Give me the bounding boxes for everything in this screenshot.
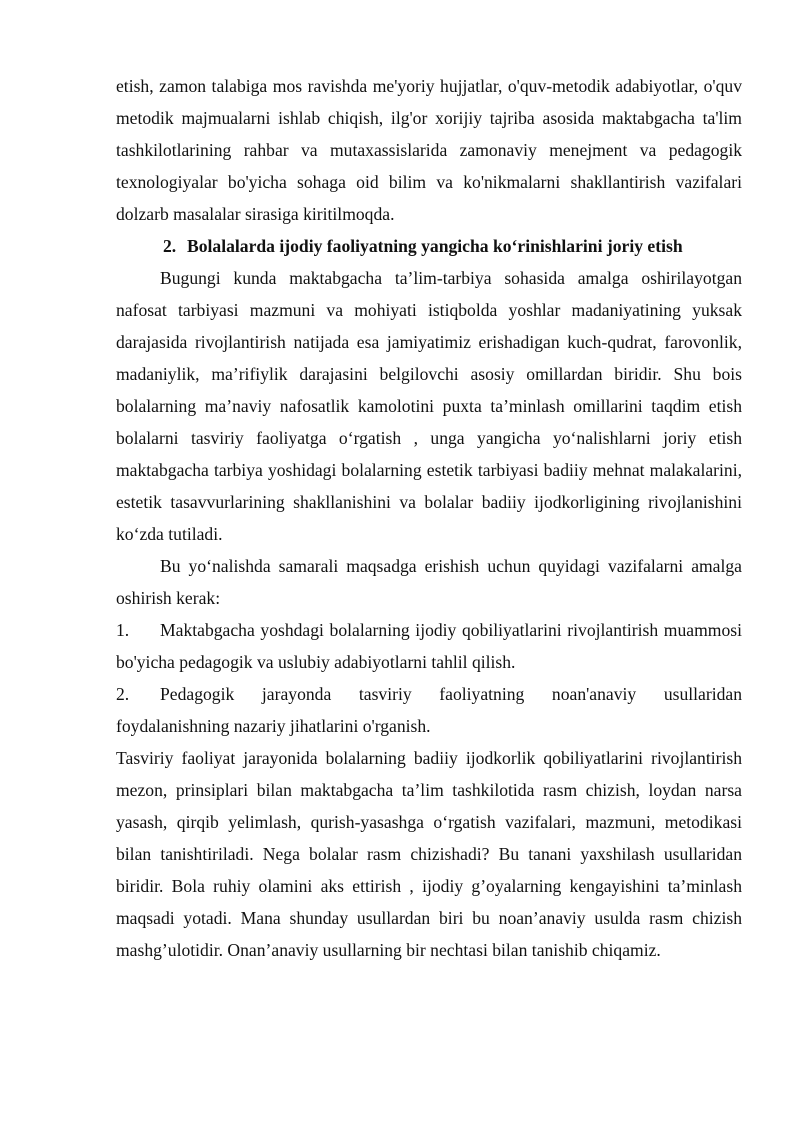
paragraph-1: Bugungi kunda maktabgacha ta’lim-tarbiya sohasida amalga oshirilayotgan nafosat tarbiyasi mazmuni va mohiyati istiqbolda yoshlar madaniyatining yuksak darajasida rivojlantirish natijada esa jamiyatimiz erishadigan kuch-qudrat, farovonlik, madaniylik, ma’rifiylik darajasini belgilovchi asosiy omillardan biridir. Shu bois bolalarning ma’naviy nafosatlik kamolotini puxta ta’minlash omillarini taqdim etish bolalarni tasviriy faoliyatga o‘rgatish , unga yangicha yo‘nalishlarni joriy etish maktabgacha tarbiya yoshidagi bolalarning estetik tarbiyasi badiiy mehnat malakalarini, estetik tasavvurlarining shakllanishini va bolalar badiiy ijodkorligining rivojlanishini ko‘zda tutiladi. bbox=[116, 268, 742, 544]
list-item bbox=[116, 678, 742, 742]
list-item-text: Pedagogik jarayonda tasviriy faoliyatning noan'anaviy usullaridan foydalanishning nazariy jihatlarini o'rganish. bbox=[116, 684, 742, 736]
paragraph-3: Tasviriy faoliyat jarayonida bolalarning badiiy ijodkorlik qobiliyatlarini rivojlantirish mezon, prinsiplari bilan maktabgacha ta’lim tashkilotida rasm chizish, loydan narsa yasash, qirqib yelimlash, qurish-yasashga o‘rgatish vazifalari, mazmuni, metodikasi bilan tanishtiriladi. Nega bolalar rasm chizishadi? Bu tanani yaxshilash usullaridan biridir. Bola ruhiy olamini aks ettirish , ijodiy g’oyalarning kengayishini ta’minlash maqsadi yotadi. Mana shunday usullardan biri bu noan’anaviy usulda rasm chizish mashg’ulotidir. Onan’anaviy usullarning bir nechtasi bilan tanishib chiqamiz. bbox=[116, 748, 742, 960]
section-heading bbox=[116, 230, 742, 262]
intro-paragraph: etish, zamon talabiga mos ravishda me'yoriy hujjatlar, o'quv-metodik adabiyotlar, o'quv metodik majmualarni ishlab chiqish, ilg'or xorijiy tajriba asosida maktabgacha ta'lim tashkilotlarining rahbar va mutaxassislarida zamonaviy menejment va pedagogik texnologiyalar bo'yicha sohaga oid bilim va ko'nikmalarni shakllantirish vazifalari dolzarb masalalar sirasiga kiritilmoqda. bbox=[116, 76, 742, 224]
list-item-text: Maktabgacha yoshdagi bolalarning ijodiy qobiliyatlarini rivojlantirish muammosi bo'yicha pedagogik va uslubiy adabiyotlarni tahlil qilish. bbox=[116, 620, 742, 672]
section-title: Bolalalarda ijodiy faoliyatning yangicha ko‘rinishlarini joriy etish bbox=[187, 236, 683, 256]
list-item bbox=[116, 614, 742, 678]
list-item-number: 2. bbox=[116, 684, 130, 704]
section-number: 2. bbox=[163, 236, 177, 256]
paragraph-2: Bu yo‘nalishda samarali maqsadga erishish uchun quyidagi vazifalarni amalga oshirish kerak: bbox=[116, 556, 742, 608]
list-item-number: 1. bbox=[116, 620, 130, 640]
document-page bbox=[116, 70, 742, 966]
